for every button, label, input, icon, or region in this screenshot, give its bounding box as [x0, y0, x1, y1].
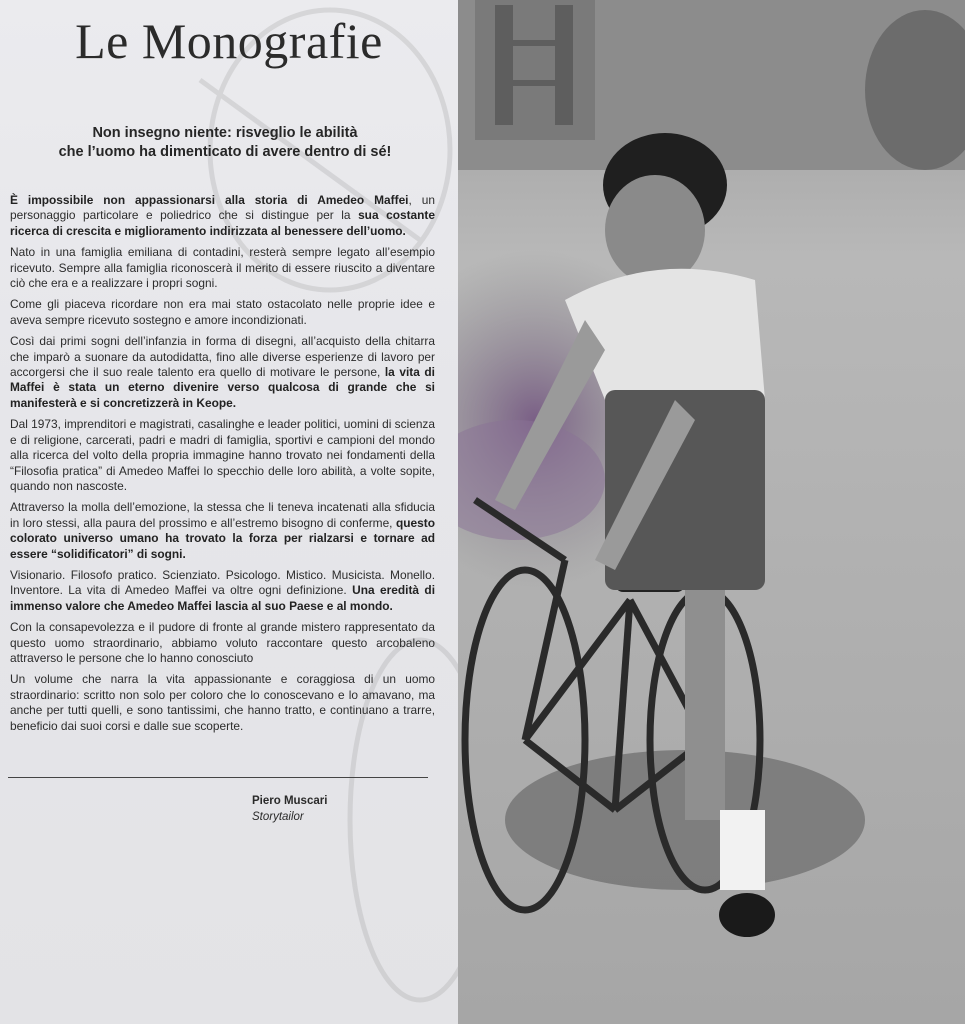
photo-boy-on-bicycle — [455, 0, 965, 1024]
p1-bold-b: sua costante ricerca di crescita e miglioramento indirizzata al benessere dell’uomo. — [10, 208, 435, 238]
signature-divider — [8, 777, 428, 778]
paragraph-9: Un volume che narra la vita appassionante e coraggiosa di un uomo straordinario: scritto non solo per coloro che lo conoscevano e lo amavano, ma anche per tutti quelli, e sono tantissimi, che hanno tratto, e continuano a trarre, beneficio dai suoi corsi e dalle sue scoperte. — [10, 672, 435, 733]
subtitle-line-2: che l’uomo ha dimenticato di avere dentro di sé! — [58, 144, 392, 160]
p1-text-a: , un personaggio particolare e poliedrico che si distingue per la — [10, 193, 435, 223]
subtitle-quote — [20, 124, 430, 162]
article-body — [10, 193, 435, 740]
text-panel — [0, 0, 458, 1024]
p6-bold-a: questo colorato universo umano ha trovato la forza per rialzarsi e tornare ad essere “solidificatori” di sogni. — [10, 515, 435, 561]
p1-bold-a: È impossibile non appassionarsi alla storia di Amedeo Maffei — [10, 193, 409, 207]
paragraph-4 — [10, 334, 435, 411]
author-role: Storytailor — [252, 811, 304, 823]
p4-bold-a: la vita di Maffei è stata un eterno divenire verso qualcosa di grande che si manifesterà e si concretizzerà in Keope. — [10, 365, 435, 410]
paragraph-2: Nato in una famiglia emiliana di contadini, resterà sempre legato all’esempio ricevuto. Sempre alla famiglia riconoscerà il merito di essere riuscito a diventare ciò che era e a realizzare i propri sogni. — [10, 245, 435, 291]
subtitle-line-1: Non insegno niente: risveglio le abilità — [92, 125, 358, 141]
p7-text-a: Visionario. Filosofo pratico. Scienziato. Psicologo. Mistico. Musicista. Monello. Inventore. La vita di Amedeo Maffei va oltre ogni definizione. — [10, 567, 435, 598]
author-name: Piero Muscari — [252, 795, 328, 807]
paragraph-3: Come gli piaceva ricordare non era mai stato ostacolato nelle proprie idee e aveva sempre ricevuto sostegno e amore incondizionati. — [10, 297, 435, 327]
paragraph-6 — [10, 500, 435, 562]
paragraph-5: Dal 1973, imprenditori e magistrati, casalinghe e leader politici, uomini di scienza e di religione, carcerati, padri e madri di famiglia, sportivi e campioni del mondo alla ricerca del volto della propria immagine hanno trovato nei fondamenti della “Filosofia pratica” di Amedeo Maffei lo specchio delle loro abilità, a volte sopite, quando non nascoste. — [10, 417, 435, 493]
paragraph-7 — [10, 568, 435, 614]
paragraph-8: Con la consapevolezza e il pudore di fronte al grande mistero rappresentato da questo uomo straordinario, abbiamo voluto raccontare questo arcobaleno attraverso le persone che lo hanno conosciuto — [10, 620, 435, 665]
page-title: Le Monografie — [75, 13, 383, 69]
p7-bold-a: Una eredità di immenso valore che Amedeo Maffei lascia al suo Paese e al mondo. — [10, 583, 435, 613]
paragraph-1 — [10, 193, 435, 239]
p6-text-a: Attraverso la molla dell’emozione, la stessa che li teneva incatenati alla sfiducia in loro stessi, alla paura del prossimo e all’estremo bisogno di conferme, — [10, 500, 435, 530]
p4-text-a: Così dai primi sogni dell’infanzia in forma di disegni, all’acquisto della chitarra che imparò a suonare da autodidatta, fino alle diverse esperienze di lavoro per accorgersi che il suo reale talento era quello di motivare le persone, — [10, 334, 435, 380]
